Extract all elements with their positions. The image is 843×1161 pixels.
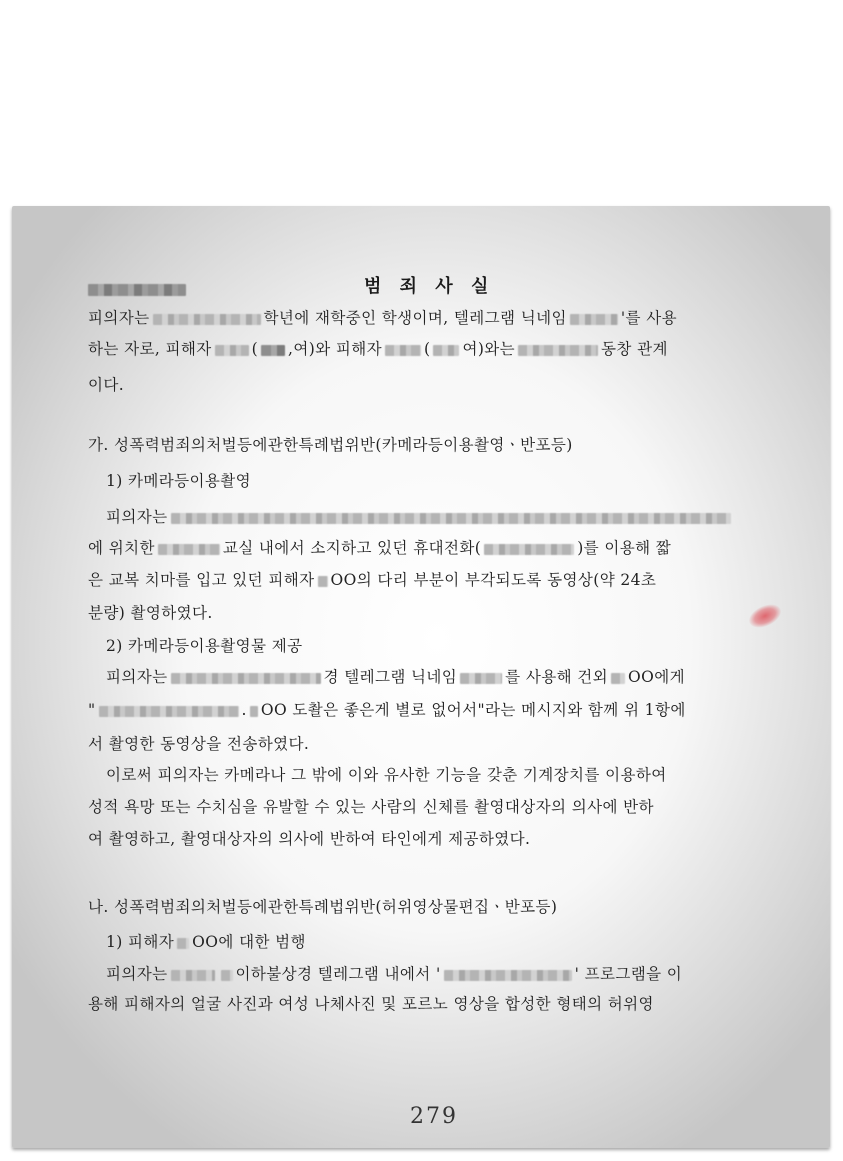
text-span: 여)와는 bbox=[462, 340, 516, 358]
text-line bbox=[88, 536, 671, 558]
text-span: 경 텔레그램 닉네임 bbox=[323, 668, 458, 686]
text-line bbox=[106, 505, 734, 527]
text-line bbox=[88, 306, 677, 328]
text-line bbox=[106, 962, 682, 984]
redacted-text bbox=[611, 673, 625, 684]
text-line: 이다. bbox=[88, 376, 125, 394]
text-span: OO 도촬은 좋은게 별로 없어서"라는 메시지와 함께 위 1항에 bbox=[260, 701, 686, 719]
redacted-text bbox=[518, 345, 598, 356]
text-span: ,여)와 피해자 bbox=[288, 340, 383, 358]
text-span: OO에게 bbox=[628, 668, 686, 686]
subsection-heading: 1) 카메라등이용촬영 bbox=[106, 472, 252, 490]
text-span: ( bbox=[251, 340, 259, 358]
text-line: 서 촬영한 동영상을 전송하였다. bbox=[88, 735, 310, 753]
text-line bbox=[106, 665, 685, 687]
text-span: OO의 다리 부분이 부각되도록 동영상(약 24초 bbox=[330, 571, 657, 589]
text-line: 용해 피해자의 얼굴 사진과 여성 나체사진 및 포르노 영상을 합성한 형태의 허위영 bbox=[88, 995, 654, 1013]
redacted-text bbox=[250, 706, 258, 717]
text-span: . bbox=[241, 701, 247, 719]
text-span: 피의자는 bbox=[106, 508, 168, 526]
text-span: )를 이용해 짧 bbox=[577, 539, 672, 557]
redacted-text bbox=[171, 513, 731, 524]
text-span: 피의자는 bbox=[88, 309, 150, 327]
redacted-text bbox=[261, 345, 285, 356]
text-line: 성적 욕망 또는 수치심을 유발할 수 있는 사람의 신체를 촬영대상자의 의사에 반하 bbox=[88, 798, 654, 816]
redacted-text bbox=[484, 544, 574, 555]
redacted-text bbox=[570, 314, 618, 325]
text-span: 피의자는 bbox=[106, 965, 168, 983]
text-line bbox=[88, 337, 668, 359]
text-span: 를 사용해 건외 bbox=[505, 668, 609, 686]
red-stamp-mark bbox=[745, 600, 784, 632]
redacted-text bbox=[177, 938, 189, 949]
text-span: OO에 대한 범행 bbox=[192, 933, 306, 951]
redacted-text bbox=[318, 576, 328, 587]
subsection-heading bbox=[106, 930, 306, 952]
document-page bbox=[12, 206, 830, 1148]
text-span: 교실 내에서 소지하고 있던 휴대전화( bbox=[222, 539, 482, 557]
redacted-text bbox=[460, 673, 502, 684]
text-span: 학년에 재학중인 학생이며, 텔레그램 닉네임 bbox=[263, 309, 567, 327]
text-span: 1) 피해자 bbox=[106, 933, 175, 951]
text-span: ( bbox=[424, 340, 431, 358]
text-line: 이로써 피의자는 카메라나 그 밖에 이와 유사한 기능을 갖춘 기계장치를 이용하여 bbox=[106, 766, 667, 784]
text-span: 피의자는 bbox=[106, 668, 168, 686]
page-number: 279 bbox=[410, 1104, 458, 1129]
text-span: ' 프로그램을 이 bbox=[574, 965, 683, 983]
text-line: 여 촬영하고, 촬영대상자의 의사에 반하여 타인에게 제공하였다. bbox=[88, 830, 531, 848]
text-span: 하는 자로, 피해자 bbox=[88, 340, 212, 358]
text-span: 이하불상경 텔레그램 내에서 ' bbox=[235, 965, 441, 983]
redacted-text bbox=[99, 706, 239, 717]
text-span: 동창 관계 bbox=[601, 340, 668, 358]
text-line: 분량) 촬영하였다. bbox=[88, 604, 213, 622]
redacted-text bbox=[153, 314, 261, 325]
text-line bbox=[88, 698, 686, 720]
subsection-heading: 2) 카메라등이용촬영물 제공 bbox=[106, 637, 303, 655]
redacted-text bbox=[433, 345, 459, 356]
text-span: '를 사용 bbox=[620, 309, 677, 327]
redacted-text bbox=[215, 345, 249, 356]
text-span: " bbox=[88, 701, 96, 719]
redacted-text bbox=[444, 970, 572, 981]
redacted-text bbox=[385, 345, 421, 356]
document-title: 범 죄 사 실 bbox=[364, 276, 495, 297]
text-span: 은 교복 치마를 입고 있던 피해자 bbox=[88, 571, 315, 589]
redacted-header bbox=[88, 284, 186, 296]
section-heading: 가. 성폭력범죄의처벌등에관한특례법위반(카메라등이용촬영ㆍ반포등) bbox=[88, 436, 573, 454]
redacted-text bbox=[221, 970, 233, 981]
text-line bbox=[88, 568, 656, 590]
redacted-text bbox=[171, 673, 321, 684]
redacted-text bbox=[158, 544, 220, 555]
section-heading: 나. 성폭력범죄의처벌등에관한특례법위반(허위영상물편집ㆍ반포등) bbox=[88, 898, 558, 916]
text-span: 에 위치한 bbox=[88, 539, 155, 557]
redacted-text bbox=[171, 970, 215, 981]
